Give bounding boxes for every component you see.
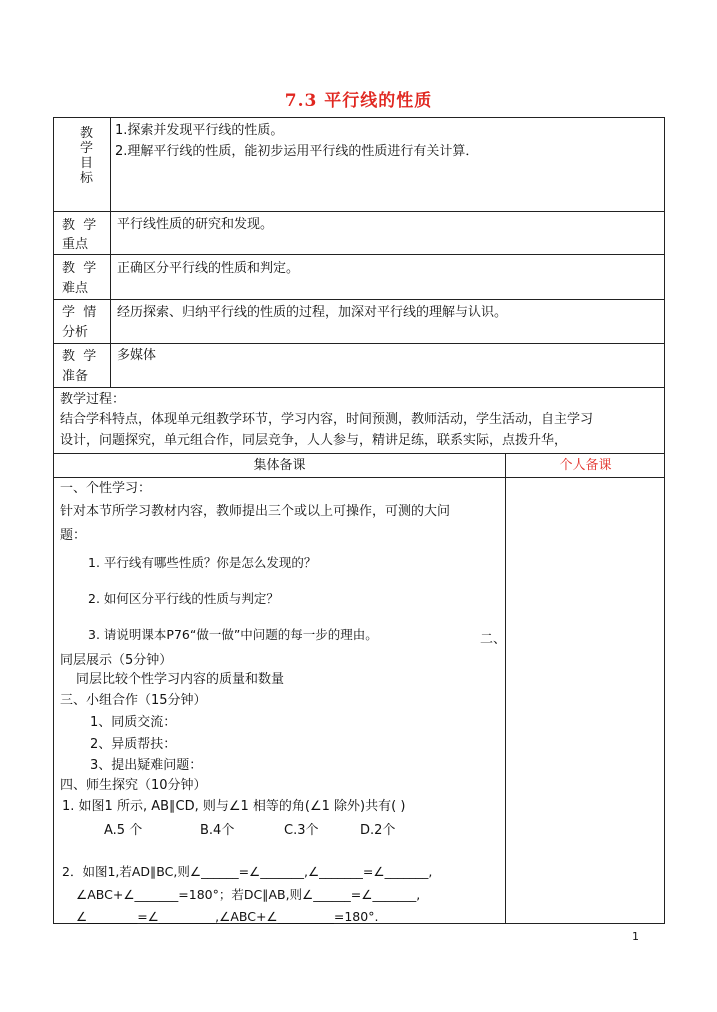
question-item: 3. 请说明课本P76“做一做”中问题的每一步的理由。 xyxy=(88,627,378,642)
row-divider xyxy=(54,387,664,388)
exercise-1: 1. 如图1 所示, AB∥CD, 则与∠1 相等的角(∠1 除外)共有( ) xyxy=(62,799,406,814)
list-item: 1、同质交流： xyxy=(90,715,177,730)
row-divider xyxy=(54,299,664,300)
lesson-plan-table xyxy=(53,117,665,924)
analysis-label-top: 学 情 xyxy=(62,305,97,320)
prep-label-top: 教 学 xyxy=(62,349,97,364)
difficulties-label-bottom: 难点 xyxy=(62,281,89,296)
goal-item: 1.探索并发现平行线的性质。 xyxy=(115,123,284,138)
key-points-label-bottom: 重点 xyxy=(62,237,89,252)
body-text: 同层比较个性学习内容的质量和数量 xyxy=(76,672,285,687)
section-title: 三、小组合作（15分钟） xyxy=(60,693,207,708)
collective-header: 集体备课 xyxy=(253,458,306,473)
key-points-label-top: 教 学 xyxy=(62,218,97,233)
question-item: 2. 如何区分平行线的性质与判定？ xyxy=(88,591,279,606)
section-title: 四、师生探究（10分钟） xyxy=(60,778,207,793)
body-text: 题： xyxy=(60,528,87,543)
goal-item: 2.理解平行线的性质，能初步运用平行线的性质进行有关计算． xyxy=(115,144,479,159)
body-text: 针对本节所学习教材内容，教师提出三个或以上可操作，可测的大问 xyxy=(60,504,451,519)
key-points-text: 平行线性质的研究和发现。 xyxy=(117,217,274,232)
question-item: 1. 平行线有哪些性质？你是怎么发现的？ xyxy=(88,555,317,570)
section-marker: 二、 xyxy=(480,632,507,647)
label-column-divider xyxy=(110,118,111,388)
goals-label-char: 目 xyxy=(80,156,94,171)
section-title: 一、个性学习： xyxy=(60,481,152,496)
row-divider xyxy=(54,477,664,478)
exercise-2-line: ∠ABC+∠_______=180°；若DC∥AB,则∠______=∠_______, xyxy=(76,887,421,902)
goals-label-char: 教 xyxy=(80,126,94,141)
personal-header: 个人备课 xyxy=(559,458,612,473)
row-divider xyxy=(54,254,664,255)
analysis-text: 经历探索、归纳平行线的性质的过程，加深对平行线的理解与认识。 xyxy=(117,305,508,320)
exercise-option: D.2个 xyxy=(360,823,396,838)
exercise-2-line: 2．如图1,若AD∥BC,则∠______=∠_______,∠_______=∠_______, xyxy=(62,864,433,879)
difficulties-label-top: 教 学 xyxy=(62,261,97,276)
exercise-option: A.5 个 xyxy=(104,823,143,838)
row-divider xyxy=(54,211,664,212)
list-item: 2、异质帮扶： xyxy=(90,737,177,752)
list-item: 3、提出疑难问题： xyxy=(90,758,203,773)
page-title: 7.3 平行线的性质 xyxy=(284,91,433,111)
exercise-2-line: ∠________=∠_________,∠ABC+∠_________=180°. xyxy=(76,909,379,924)
exercise-option: B.4个 xyxy=(200,823,235,838)
row-divider xyxy=(54,453,664,454)
process-heading: 教学过程： xyxy=(60,392,126,407)
prep-text: 多媒体 xyxy=(117,348,157,363)
process-line: 设计，问题探究，单元组合作，同层竞争，人人参与，精讲足练，联系实际，点拨升华， xyxy=(60,433,568,448)
process-line: 结合学科特点，体现单元组教学环节，学习内容，时间预测，教师活动，学生活动，自主学习 xyxy=(60,412,594,427)
row-divider xyxy=(54,343,664,344)
section-title: 同层展示（5分钟） xyxy=(60,653,173,668)
analysis-label-bottom: 分析 xyxy=(62,325,89,340)
personal-column-divider xyxy=(505,453,506,924)
exercise-option: C.3个 xyxy=(284,823,319,838)
page-number: 1 xyxy=(632,930,639,943)
prep-label-bottom: 准备 xyxy=(62,369,89,384)
goals-label-char: 标 xyxy=(80,171,94,186)
difficulties-text: 正确区分平行线的性质和判定。 xyxy=(117,261,300,276)
goals-label-char: 学 xyxy=(80,141,94,156)
